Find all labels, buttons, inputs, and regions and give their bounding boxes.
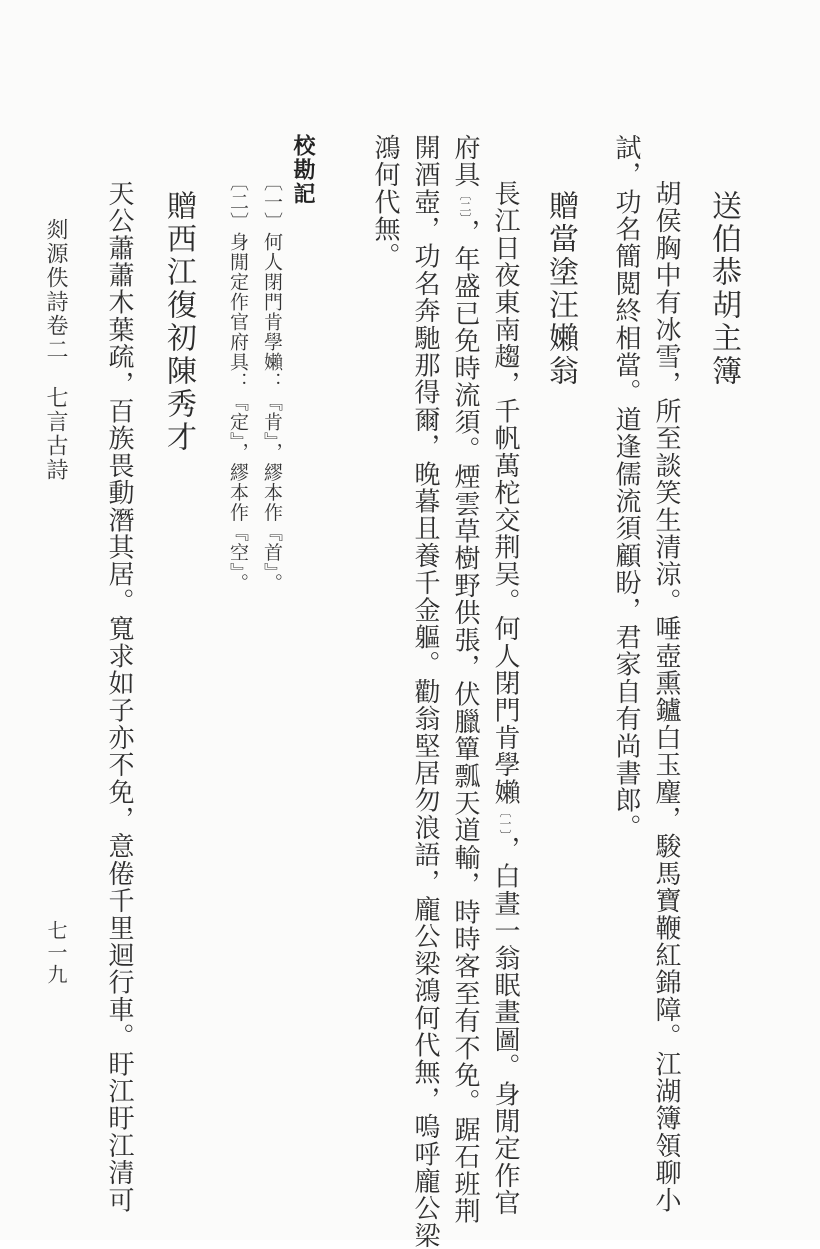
poem-2-line-2-b: ，年盛已免時流須。煙雲草樹野供張，伏臘簞瓢天道輸，時時客至有不免。踞石班荆 bbox=[450, 218, 480, 1225]
poem-2-line-1 bbox=[492, 180, 518, 1216]
running-footer-title: 剡源佚詩卷二 七言古詩 bbox=[43, 218, 68, 482]
collation-note-1: 〔一〕何人閉門肯學嬾：『肯』，繆本作『首』。 bbox=[261, 172, 283, 593]
poem-2-line-1-a: 長江日夜東南趨，千帆萬柁交荆吴。何人閉門肯學嬾 bbox=[490, 180, 520, 806]
collation-marker-2: 〔二〕 bbox=[458, 188, 472, 219]
poem-2-line-2 bbox=[452, 134, 478, 1225]
collation-heading: 校勘記 bbox=[290, 134, 316, 206]
page-number: 七一九 bbox=[44, 920, 68, 986]
collation-marker-1: 〔一〕 bbox=[498, 805, 512, 836]
poem-3-line-1: 天公蕭蕭木葉疏，百族畏動潛其居。寬求如子亦不免，意倦千里迴行車。盱江盱江清可 bbox=[104, 180, 134, 1214]
poem-1-line-2: 試，功名簡閲終相當。道逢儒流須顧盼，君家自有尚書郎。 bbox=[611, 134, 641, 842]
poem-title-2: 贈當塗汪嬾翁 bbox=[543, 190, 578, 388]
poem-1-line-1: 胡侯胸中有冰雪，所至談笑生清涼。唾壺熏鑪白玉麈，駿馬寶鞭紅錦障。江湖簿領聊小 bbox=[651, 180, 681, 1214]
poem-2-line-1-b: ，白晝一翁眠畫圖。身閒定作官 bbox=[490, 835, 520, 1217]
collation-note-2: 〔二〕身閒定作官府具：『定』，繆本作『空』。 bbox=[227, 172, 249, 593]
poem-2-line-3: 開酒壺，功名奔馳那得爾，晚暮且養千金軀。勸翁堅居勿浪語，龐公梁鴻何代無，嗚呼龐公梁 bbox=[410, 134, 440, 1249]
poem-2-line-2-a: 府具 bbox=[450, 134, 480, 189]
poem-2-line-4: 鴻何代無。 bbox=[370, 134, 400, 270]
poem-title-1: 送伯恭胡主簿 bbox=[706, 190, 741, 388]
poem-title-3: 贈西江復初陳秀才 bbox=[161, 190, 196, 454]
